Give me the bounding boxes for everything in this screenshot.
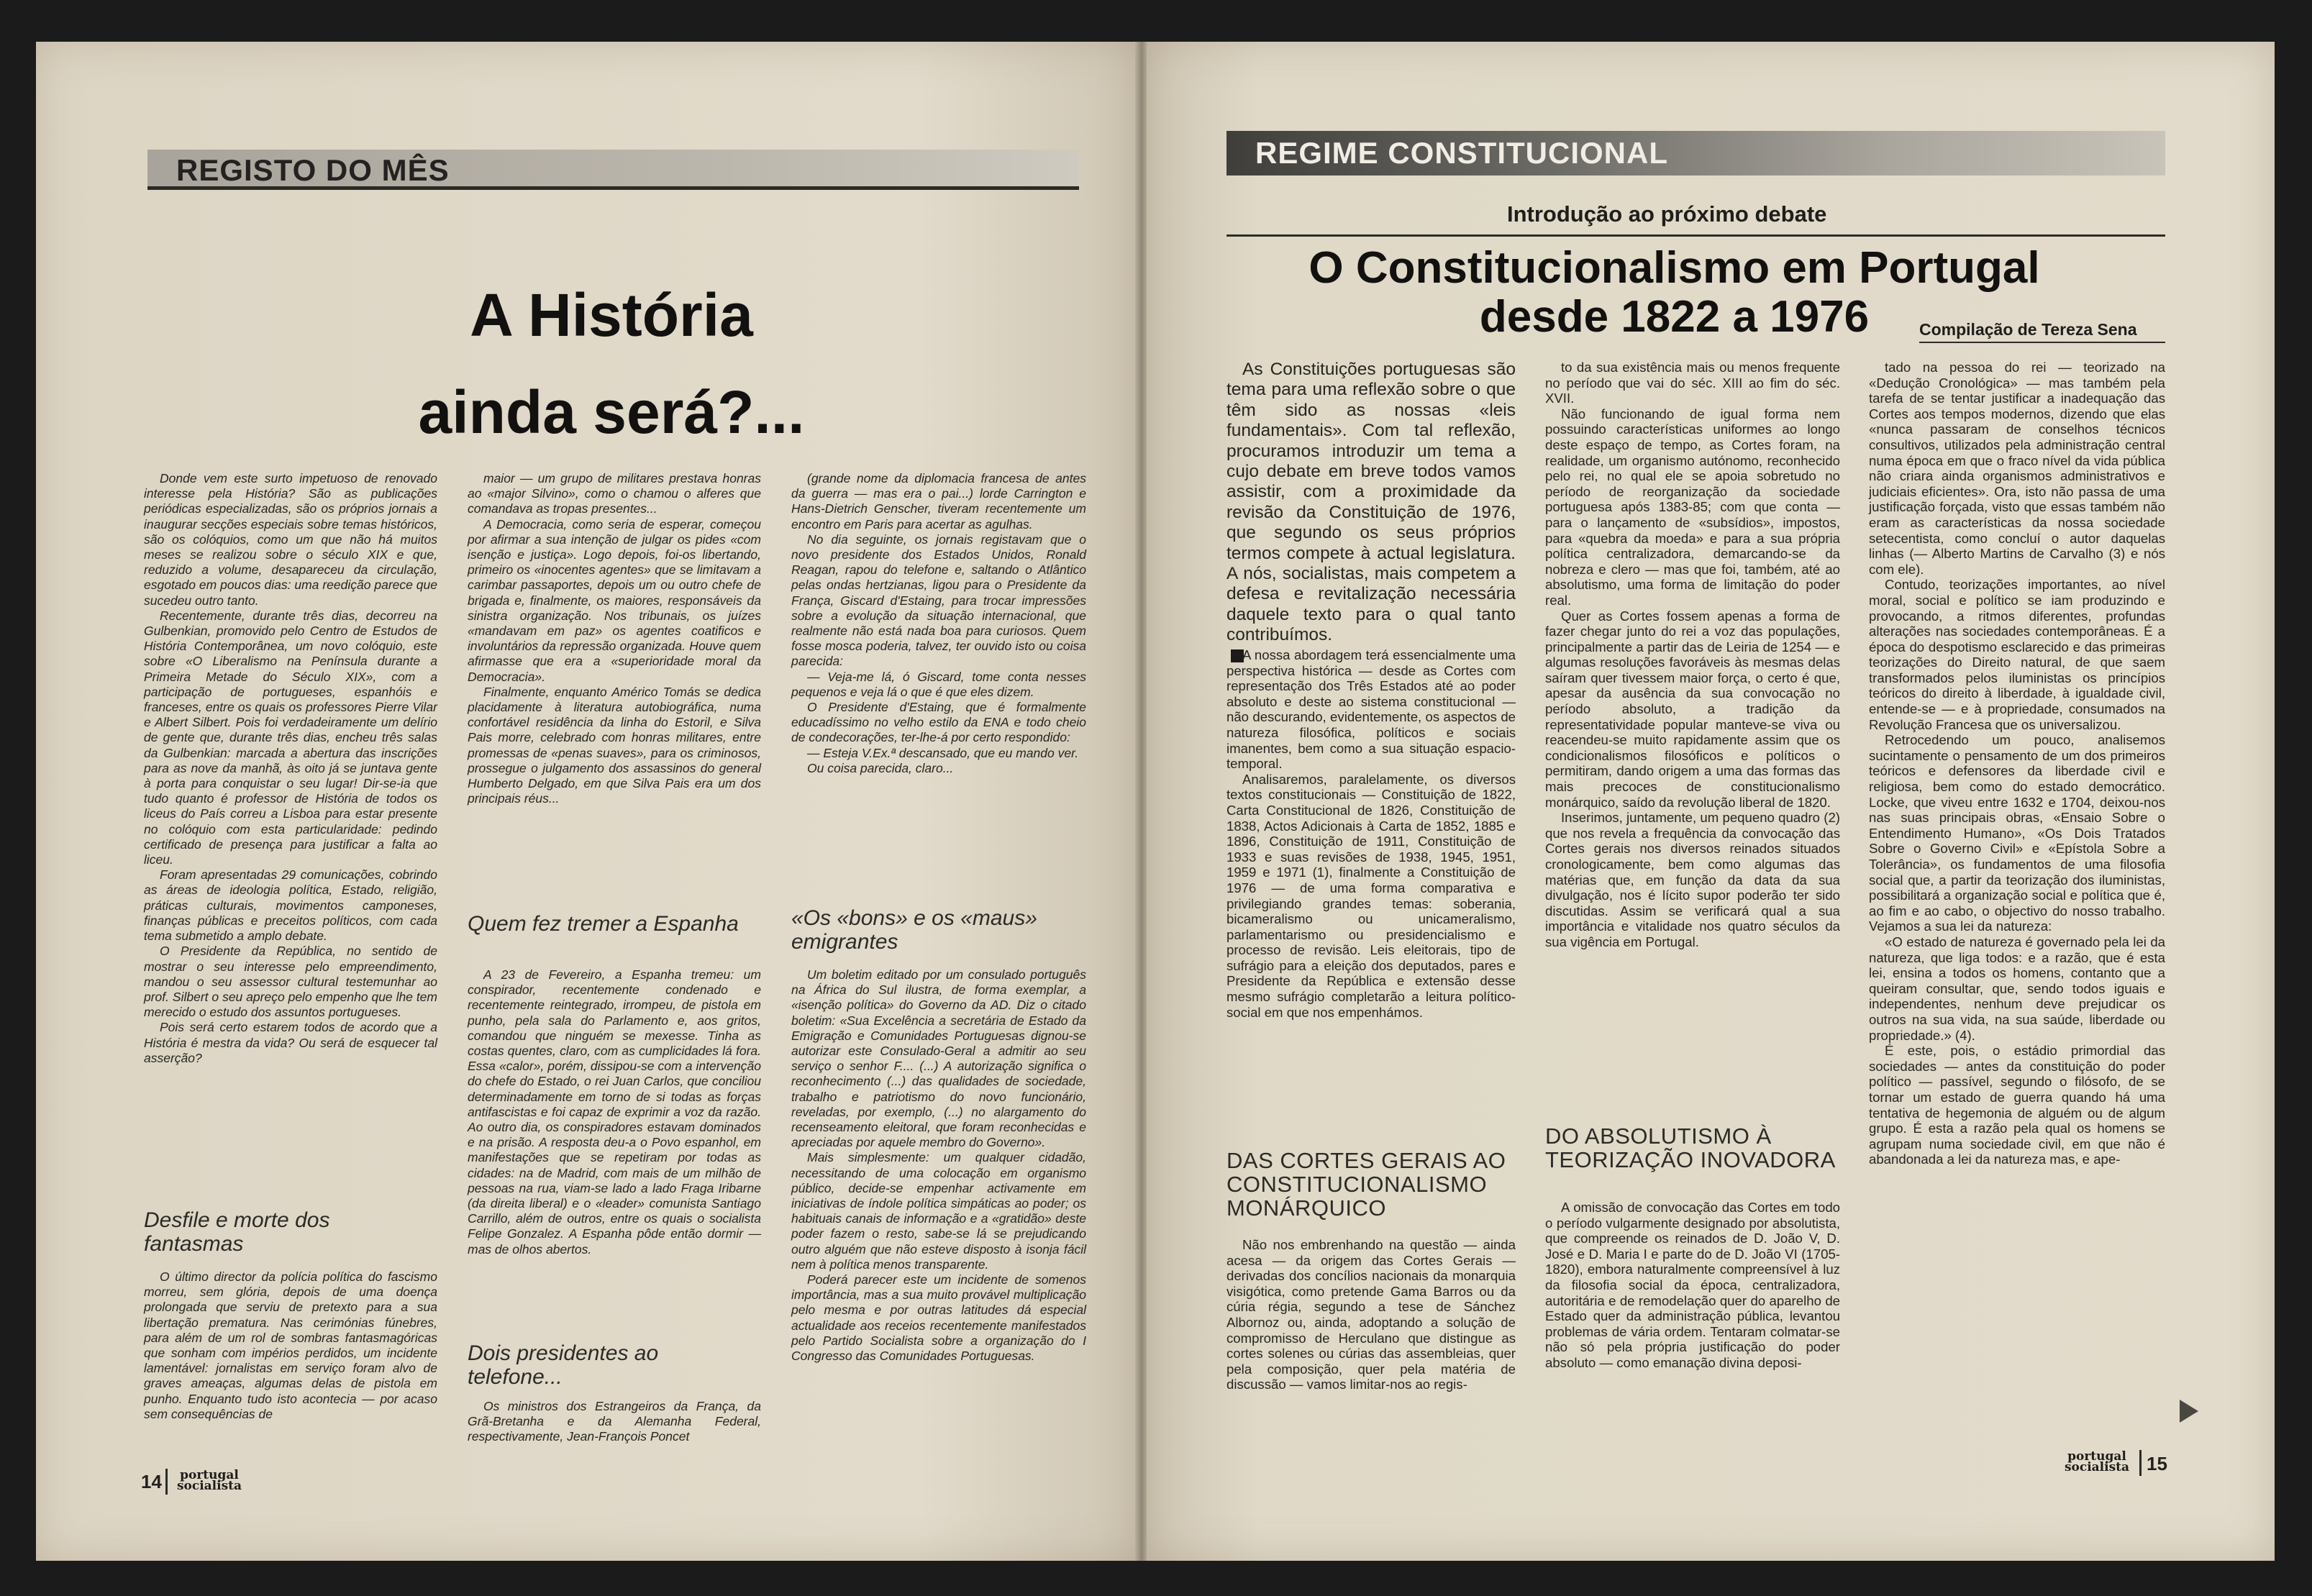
paragraph: maior — um grupo de militares prestava honras ao «major Silvino», como o chamou o alferes que comandava as tropas presentes...	[468, 471, 761, 516]
subhead-desfile: Desfile e morte dos fantasmas	[144, 1208, 330, 1256]
paragraph: Não nos embrenhando na questão — ainda acesa — da origem das Cortes Gerais — derivadas dos concílios nacionais da monarquia visigótica, como pretende Gama Barros ou da cúria régia, segundo a tese de Sánchez Albornoz ou, ainda, adoptando a solução de compromisso de Herculano que distingue as cortes solenes ou cúrias das assembleias, quer pela composição, quer pela matéria de discussão — vamos limitar-nos ao regis-	[1226, 1237, 1516, 1392]
paragraph: Os ministros dos Estrangeiros da França, da Grã-Bretanha e da Alemanha Federal, respectivamente, Jean-François Poncet	[468, 1399, 761, 1444]
credit-rule	[1919, 342, 2165, 343]
page-number-right: 15	[2147, 1453, 2167, 1474]
left-column-1-continued	[144, 1269, 437, 1422]
subhead-espanha: Quem fez tremer a Espanha	[468, 912, 739, 936]
left-column-2-continued	[468, 967, 761, 1257]
paragraph: Poderá parecer este um incidente de somenos importância, mas a sua muito provável multiplicação pelo mesma e por outras latitudes dá especial actualidade aos receios recentemente manifestados pelo Partido Socialista sobre a organização do I Congresso das Comunidades Portuguesas.	[791, 1272, 1086, 1364]
paragraph: O Presidente d'Estaing, que é formalmente educadíssimo no velho estilo da ENA e todo cheio de condecorações, ter-lhe-á por certo respondido:	[791, 700, 1086, 745]
paragraph: Finalmente, enquanto Américo Tomás se dedica placidamente à literatura autobiográfica, numa confortável residência da linha do Estoril, e Silva Pais morre, celebrado com honras militares, entre promessas de «penas suaves», para os criminosos, prossegue o julgamento dos assassinos do general Humberto Delgado, em que Silva Pais era um dos principais réus...	[468, 684, 761, 806]
paragraph: Retrocedendo um pouco, analisemos sucintamente o pensamento de um dos primeiros teóricos e defensores da liberdade civil e religiosa, bem como do estado democrático. Locke, que viveu entre 1632 e 1704, deixou-nos nas suas principais obras, «Ensaio Sobre o Entendimento Humano», «Os Dois Tratados Sobre o Governo Civil» e «Epístola Sobre a Tolerância», os fundamentos de uma filosofia social que, a partir da teorização dos iluministas, possibilitará a organização social e política que é, ao fim e ao cabo, o objectivo do nosso trabalho. Vejamos a sua lei da natureza:	[1869, 732, 2165, 934]
paragraph: Quer as Cortes fossem apenas a forma de fazer chegar junto do rei a voz das populações, principalmente a partir das de Leiria de 1254 — e algumas resoluções favoráveis às mesmas delas saíram quer tivessem maior força, o certo é que, apesar da ausência da sua convocação no período absoluto, a tradição da representatividade popular manteve-se viva ou reacendeu-se muito rapidamente assim que os condicionalismos filosóficos e políticos o permitiram, dando origem a uma das formas das mais precoces de constitucionalismo monárquico, saído da revolução liberal de 1820.	[1545, 608, 1840, 810]
left-column-2-end	[468, 1399, 761, 1445]
paragraph: Foram apresentadas 29 comunicações, cobrindo as áreas de ideologia política, Estado, religião, práticas culturais, movimentos camponeses, finanças públicas e preceitos políticos, com cada tema submetido a amplo debate.	[144, 867, 437, 944]
left-column-1	[144, 471, 437, 1066]
paragraph: Contudo, teorizações importantes, ao nível moral, social e político se iam produzindo e provocando, a ritmos diferentes, profundas alterações nas sociedades contemporâneas. É a época do despotismo esclarecido e das primeiras teorizações do Direito natural, de que saem transformados pelos iluministas os princípios teóricos do direito à liberdade, à igualdade civil, entende-se — e à propriedade, consumados na Revolução Francesa que os universalizou.	[1869, 577, 2165, 732]
left-column-3	[791, 471, 1086, 776]
paragraph: Pois será certo estarem todos de acordo que a História é mestra da vida? Ou será de esquecer tal asserção?	[144, 1020, 437, 1065]
paragraph: A 23 de Fevereiro, a Espanha tremeu: um conspirador, recentemente condenado e recentemente reintegrado, irrompeu, de pistola em punho, pela sala do Parlamento e, aos gritos, comandou que ninguém se mexesse. Tinha as costas quentes, claro, com as cumplicidades lá fora. Essa «calor», porém, dissipou-se com a intervenção do chefe do Estado, o rei Juan Carlos, que conciliou determinadamente em torno de si todas as forças antifascistas e foi capaz de exprimir a voz da razão. Ao outro dia, os conspiradores estavam dominados e na prisão. A resposta deu-a o Povo espanhol, em manifestações que se repetiram por todas as cidades: na de Madrid, com mais de um milhão de pessoas na rua, viam-se lado a lado Fraga Iribarne (da direita liberal) e o «leader» comunista Santiago Carrillo, além de outros, entre os quais o socialista Felipe Gonzalez. A Espanha pôde então dormir — mas de olhos abertos.	[468, 967, 761, 1257]
brand-word-portugal: portugal	[180, 1468, 239, 1482]
brand-logo-right	[2057, 1451, 2136, 1473]
paragraph: (grande nome da diplomacia francesa de antes da guerra — mas era o pai...) lorde Carrington e Hans-Dietrich Genscher, tiveram recentemente um encontro em Paris para acertar as agulhas.	[791, 471, 1086, 532]
headline-line-2: ainda será?...	[418, 378, 805, 446]
headline-constitucionalismo-line-2: desde 1822 a 1976	[1479, 292, 1870, 342]
headline-line-1: A História	[470, 281, 753, 349]
kicker-introducao: Introdução ao próximo debate	[1507, 201, 1827, 227]
paragraph: A nossa abordagem terá essencialmente uma perspectiva histórica — desde as Cortes com representação dos Três Estados até ao poder absoluto e deste ao sistema constitucional — não descurando, evidentemente, os aspectos de natureza filosófica, políticos e sociais imanentes, bem como a sua situação espacio-temporal.	[1226, 647, 1516, 772]
folio-divider-right	[2139, 1450, 2142, 1476]
kicker-rule	[1226, 234, 2165, 237]
section-title-registo: REGISTO DO MÊS	[147, 150, 1079, 190]
paragraph: O último director da polícia política do fascismo morreu, sem glória, depois de uma doença prolongada que serviu de pretexto para a sua libertação prematura. Nas cerimónias fúnebres, para além de um rol de sombras fantasmagóricas que sonham com impérios perdidos, um incidente lamentável: jornalistas em serviço foram alvo de graves ameaças, algumas delas de pistola em punho. Enquanto tudo isto acontecia — por acaso sem consequências de	[144, 1269, 437, 1421]
paragraph: — Esteja V.Ex.ª descansado, que eu mando ver.	[807, 745, 1079, 760]
paragraph: O Presidente da República, no sentido de mostrar o seu interesse pelo empreendimento, mandou o seu assessor cultural testemunhar ao prof. Silbert o seu apreço pelo empenho que lhe tem merecido o estudo dos assuntos portugueses.	[144, 944, 437, 1020]
paragraph: «O estado de natureza é governado pela lei da natureza, que liga todos: e a razão, que é esta lei, ensina a todos os homens, contanto que a queiram consultar, que, sendo todos iguais e independentes, nenhum deve prejudicar os outros na sua vida, na sua saúde, liberdade ou propriedade.» (4).	[1869, 934, 2165, 1043]
right-column-1-continued	[1226, 1237, 1516, 1392]
author-credit: Compilação de Tereza Sena	[1919, 320, 2137, 339]
paragraph: Não funcionando de igual forma nem possuindo características uniformes ao longo deste espaço de tempo, as Cortes foram, na realidade, um organismo autónomo, reconhecido pelo rei, no qual ele se apoia sobretudo no período de reorganização da sociedade portuguesa após 1383-85; com que conta — para o lançamento de «subsídios», impostos, para «quebra da moeda» e para a sua própria política centralizadora, demarcando-se da nobreza e clero — mas que foi, também, até ao absolutismo, uma forma de limitação do poder real.	[1545, 406, 1840, 608]
brand-word-socialista: socialista	[176, 1479, 242, 1493]
subhead-emigrantes: «Os «bons» e os «maus» emigrantes	[791, 906, 1037, 954]
right-column-2-continued	[1545, 1200, 1840, 1371]
left-column-3-continued	[791, 967, 1086, 1364]
paragraph: tado na pessoa do rei — teorizado na «Dedução Cronológica» — mas também pela tarefa de se tentar justificar a inadequação das Cortes aos tempos modernos, dizendo que elas «nunca passaram de conselhos técnicos consultivos, utilizados pela administração central numa época em que o fraco nível da vida pública não criara ainda organismos administrativos e judiciais eficientes». Ora, isto não passa de uma justificação forçada, visto que essas também não eram as características da nossa sociedade setecentista, como concluí o autor daquelas linhas (— Alberto Martins de Carvalho (3) e nós com ele).	[1869, 360, 2165, 577]
brand-word-portugal: portugal	[2067, 1449, 2126, 1464]
paragraph: No dia seguinte, os jornais registavam que o novo presidente dos Estados Unidos, Ronald Reagan, rapou do telefone e, saltando o Atlântico pelas ondas hertzianas, ligou para o Presidente da França, Giscard d'Estaing, para trocar impressões sobre a evolução da situação internacional, que realmente não está nada boa para curiosos. Quem fosse mosca poderia, talvez, ter ouvido isto ou coisa parecida:	[791, 532, 1086, 669]
subhead-cortes-gerais: DAS CORTES GERAIS AO CONSTITUCIONALISMO MONÁRQUICO	[1226, 1148, 1506, 1221]
brand-word-socialista: socialista	[2064, 1460, 2130, 1474]
continued-arrow-icon	[2180, 1400, 2198, 1423]
intro-paragraph	[1226, 360, 1516, 666]
paragraph: A omissão de convocação das Cortes em todo o período vulgarmente designado por absolutista, que compreende os reinados de D. João V, D. José e D. Maria I e parte do de D. João VI (1705-1820), embora naturalmente compreensível à luz da filosofia social da época, centralizadora, autoritária e de remodelação quer do aparelho de Estado quer da administração pública, levantou problemas de vária ordem. Tentaram colmatar-se não só pela própria justificação do poder absoluto — como emanação divina deposi-	[1545, 1200, 1840, 1370]
paragraph: Ou coisa parecida, claro...	[807, 760, 954, 775]
paragraph: — Veja-me lá, ó Giscard, tome conta nesses pequenos e veja lá o que é que eles dizem.	[791, 669, 1086, 699]
paragraph: Um boletim editado por um consulado português na África do Sul ilustra, de forma exemplar, a «isenção política» do Governo da AD. Diz o citado boletim: «Sua Excelência a secretária de Estado da Emigração e Comunidades Portuguesas dignou-se autorizar este Consulado-Geral a admitir ao seu serviço o senhor F.... (...) A autorização significa o reconhecimento (...) das qualidades de sociedade, trabalho e patriotismo do novo funcionário, reveladas, por exemplo, (...) no alargamento do recenseamento eleitoral, que foram reconhecidas e apreciadas por aquele membro do Governo».	[791, 967, 1086, 1150]
right-column-2	[1545, 360, 1840, 950]
headline-constitucionalismo-line-1: O Constitucionalismo em Portugal	[1309, 243, 2040, 293]
paragraph: Donde vem este surto impetuoso de renovado interesse pela História? São as publicações periódicas especializadas, são os próprios jornais a inaugurar secções especiais sobre temas históricos, são os colóquios, como um que não há muitos meses se realizou sobre o século XIX e que, reduzido a volume, desapareceu da circulação, esgotado em poucos dias: uma reedição parece que sucedeu outro tanto.	[144, 471, 437, 608]
paragraph: to da sua existência mais ou menos frequente no período que vai do séc. XIII ao fim do séc. XVII.	[1545, 360, 1840, 406]
paragraph: Recentemente, durante três dias, decorreu na Gulbenkian, promovido pelo Centro de Estudos de História Contemporânea, um novo colóquio, este sobre «O Liberalismo na Península durante a Primeira Metade do Século XIX», com a participação de portugueses, espanhóis e franceses, entre os quais os professores Pierre Vilar e Albert Silbert. Pois foi verdadeiramente um delírio de gente que, durante três dias, encheu três salas da Gulbenkian: marcada a abertura das inscrições para as nove da manhã, às oito já se juntava gente à porta para conquistar o seu lugar! Dir-se-ia que tudo quanto é professor de História de todos os liceus do País correu a Lisboa para estar presente no colóquio com esta particularidade: pedindo certificado de presença para justificar a falta ao liceu.	[144, 608, 437, 867]
paragraph: É este, pois, o estádio primordial das sociedades — antes da constituição do poder político — passível, segundo o filósofo, de se tornar um estado de guerra quando há uma tentativa de hegemonia de alguém ou de algum grupo. É esta a razão pela qual os homens se agrupam numa sociedade civil, em que não é abandonada a lei da natureza mas, e ape-	[1869, 1043, 2165, 1167]
brand-logo-left	[170, 1470, 249, 1492]
subhead-presidentes: Dois presidentes ao telefone...	[468, 1341, 659, 1389]
intro-text: As Constituições portuguesas são tema para uma reflexão sobre o que têm sido as nossas «leis fundamentais». Com tal reflexão, procuramos introduzir um tema a cujo debate em breve todos vamos assistir, com a proximidade da revisão da Constituição de 1976, que segundo os seus próprios termos compete à actual legislatura. A nós, socialistas, mais competem a defesa e revitalização necessária daquele texto para o qual tanto contribuímos.	[1226, 360, 1516, 645]
left-column-2	[468, 471, 761, 806]
paragraph: Inserimos, juntamente, um pequeno quadro (2) que nos revela a frequência da convocação das Cortes gerais nos diversos reinados situados cronologicamente, bem como algumas das matérias que, em função da data da sua divulgação, nos é lícito supor poderão ter sido discutidas. Assim se verificará qual a sua importância e vitalidade nos quatro séculos da sua vigência em Portugal.	[1545, 810, 1840, 949]
page-number-left: 14	[141, 1471, 162, 1492]
subhead-absolutismo: DO ABSOLUTISMO À TEORIZAÇÃO INOVADORA	[1545, 1123, 1836, 1172]
paragraph: A Democracia, como seria de esperar, começou por afirmar a sua intenção de julgar os pides «com isenção e justiça». Logo depois, foi-os libertando, primeiro os «inocentes agentes» que se limitavam a carimbar passaportes, depois um ou outro chefe de brigada e, finalmente, os maiores, responsáveis da sinistra organização. Nos tribunais, os juízes «mandavam em paz» os agentes coatificos e involuntários da repressão organizada. Houve quem afirmasse que era a «superioridade moral da Democracia».	[468, 516, 761, 684]
section-title-regime: REGIME CONSTITUCIONAL	[1226, 131, 2165, 175]
right-column-1	[1226, 647, 1516, 1020]
paragraph: Mais simplesmente: um qualquer cidadão, necessitando de uma colocação em organismo público, decide-se empenhar activamente em iniciativas de índole política simpáticas ao poder; os habituais canais de informação e a «gratidão» deste poder fazem o resto, sabe-se lá se prejudicando outro alguém que não esteve disposto à isonja fácil nem à política menos transparente.	[791, 1150, 1086, 1272]
folio-divider-left	[165, 1469, 168, 1495]
right-column-3	[1869, 360, 2165, 1167]
paragraph: Analisaremos, paralelamente, os diversos textos constitucionais — Constituição de 1822, Carta Constitucional de 1826, Constituição de 1838, Actos Adicionais à Carta de 1852, 1885 e 1896, Constituição de 1911, Constituição de 1933 e suas revisões de 1938, 1945, 1951, 1959 e 1971 (1), finalmente a Constituição de 1976 — de uma forma comparativa e privilegiando grandes temas: soberania, bicameralismo ou unicameralismo, parlamentarismo ou presidencialismo e processo de revisão. Leis eleitorais, tipo de sufrágio para a eleição dos deputados, pares e Presidente da República e extensão desse mesmo sufrágio completarão a leitura político-social em que nos empenhámos.	[1226, 771, 1516, 1020]
